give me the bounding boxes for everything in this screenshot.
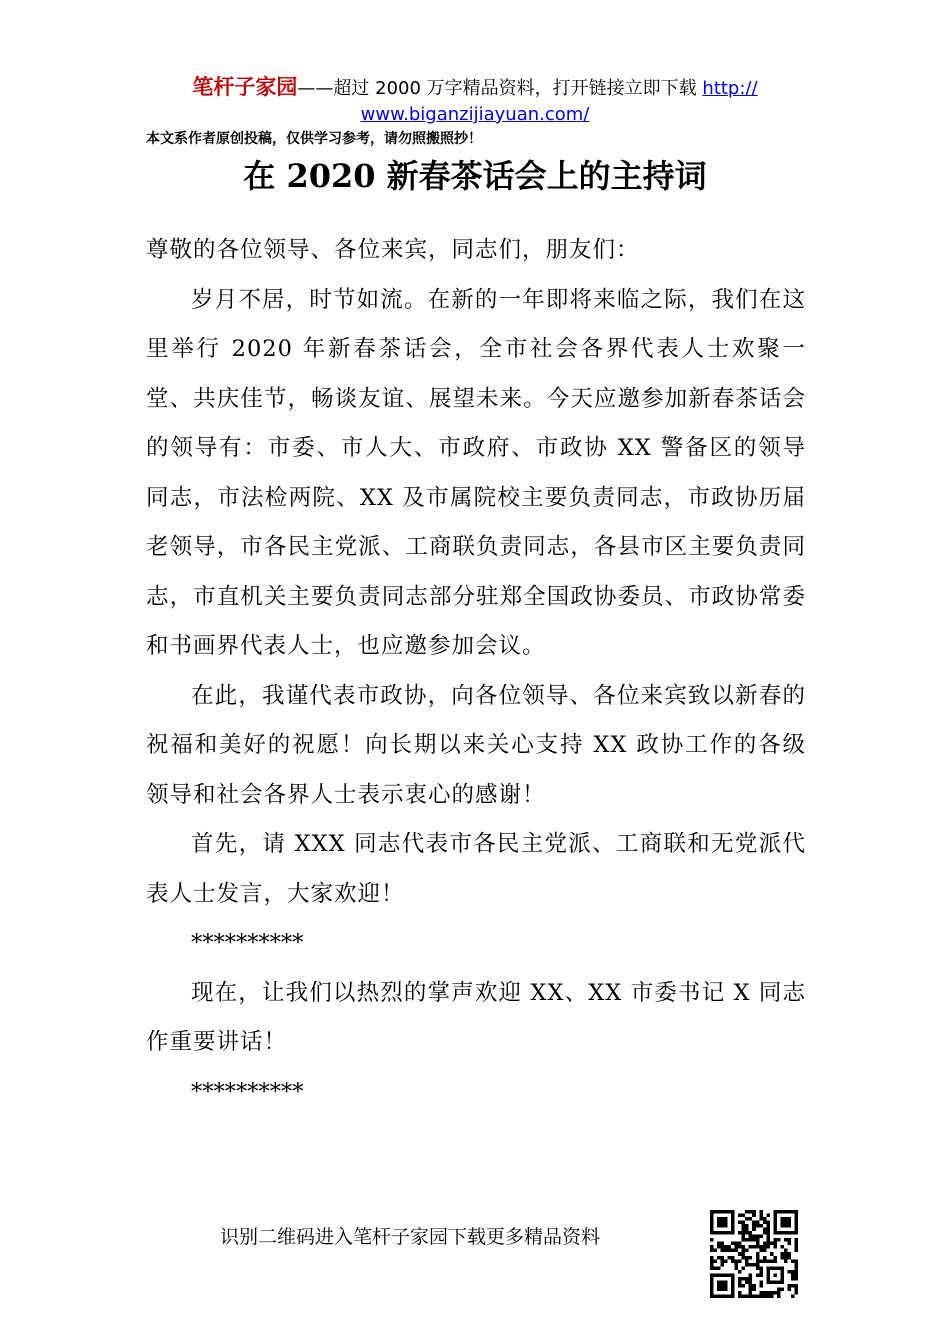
brand-name: 笔杆子家园 (192, 75, 298, 99)
body-paragraph: 首先，请 XXX 同志代表市各民主党派、工商联和无党派代表人士发言，大家欢迎！ (146, 831, 806, 907)
body-paragraph: 岁月不居，时节如流。在新的一年即将来临之际，我们在这里举行 2020 年新春茶话会，全市社会各界代表人士欢聚一堂、共庆佳节，畅谈友谊、展望未来。今天应邀参加新春茶话会的领导有：市委、市人大、市政府、市政协 XX 警备区的领导同志，市法检两院、XX 及市属院校主要负责同志，市政协历届老领导，市各民主党派、工商联负责同志，各县市区主要负责同志，市直机关主要负责同志部分驻郑全国政协委员、市政协常委和书画界代表人士，也应邀参加会议。 (146, 286, 806, 659)
download-link-part2[interactable]: www.biganzijiayuan.com/ (360, 104, 590, 125)
body-paragraph: 在此，我谨代表市政协，向各位领导、各位来宾致以新春的祝福和美好的祝愿！向长期以来关心支持 XX 政协工作的各级领导和社会各界人士表示衷心的感谢！ (146, 682, 806, 808)
separator-stars: ********** (191, 930, 304, 956)
page-header (0, 74, 950, 128)
greeting-paragraph: 尊敬的各位领导、各位来宾，同志们，朋友们： (146, 237, 640, 263)
header-line-1 (0, 74, 950, 102)
qr-code-icon[interactable] (710, 1210, 798, 1298)
footer-caption: 识别二维码进入笔杆子家园下载更多精品资料 (220, 1226, 601, 1248)
header-line-2 (0, 102, 950, 128)
body-paragraph: 现在，让我们以热烈的掌声欢迎 XX、XX 市委书记 X 同志作重要讲话！ (146, 979, 806, 1055)
document-body (146, 226, 806, 1117)
copyright-notice: 本文系作者原创投稿，仅供学习参考，请勿照搬照抄！ (146, 131, 482, 147)
document-title: 在 2020 新春茶话会上的主持词 (243, 157, 707, 195)
download-link-part1[interactable]: http:// (702, 78, 758, 99)
separator-stars: ********** (191, 1078, 304, 1105)
header-promo-text: ——超过 2000 万字精品资料，打开链接立即下载 (297, 78, 703, 99)
